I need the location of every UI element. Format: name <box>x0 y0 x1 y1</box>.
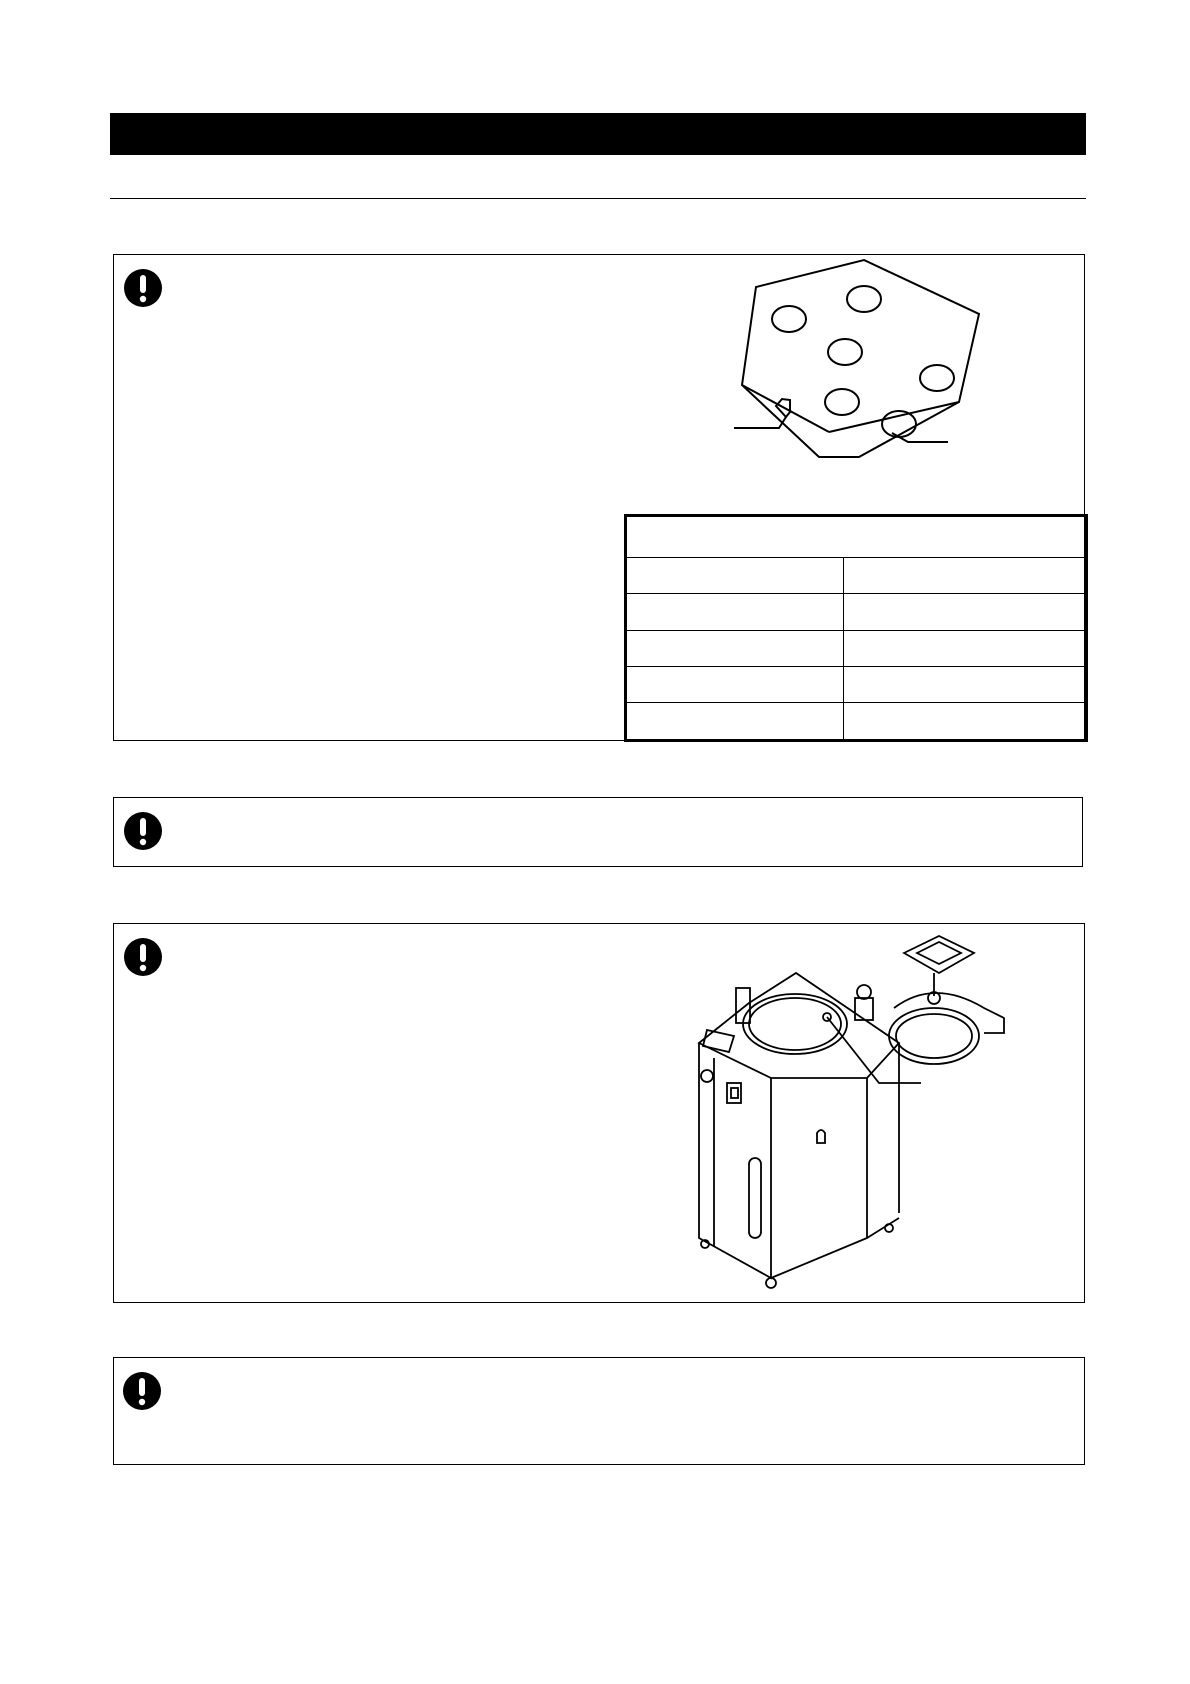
autoclave-machine-icon <box>689 928 1019 1298</box>
table-cell <box>626 557 844 593</box>
notice-box-2 <box>113 797 1083 867</box>
table-cell <box>626 630 844 666</box>
exclamation-icon <box>123 268 163 308</box>
table-row <box>626 594 1087 630</box>
section-divider <box>110 198 1086 199</box>
table-row <box>626 667 1087 703</box>
table-cell <box>844 630 1087 666</box>
notice-box-4 <box>113 1357 1085 1465</box>
table-cell <box>844 594 1087 630</box>
exclamation-icon <box>123 937 163 977</box>
table-cell <box>626 594 844 630</box>
spec-table-header <box>626 516 1087 558</box>
page-title-bar <box>110 113 1086 155</box>
table-cell <box>626 703 844 741</box>
table-row <box>626 557 1087 593</box>
table-row <box>626 630 1087 666</box>
box-corner-mark <box>113 866 171 867</box>
exclamation-icon <box>123 811 163 851</box>
exclamation-icon <box>122 1371 162 1411</box>
notice-box-3 <box>113 923 1085 1303</box>
table-cell <box>844 667 1087 703</box>
table-row <box>626 703 1087 741</box>
basket-tray-icon <box>724 257 1064 477</box>
table-cell <box>844 557 1087 593</box>
notice-box-1 <box>113 254 1085 741</box>
box-corner-mark <box>113 797 171 798</box>
table-cell <box>844 703 1087 741</box>
box-corner-mark <box>113 254 171 255</box>
spec-table <box>624 514 1088 742</box>
table-cell <box>626 667 844 703</box>
